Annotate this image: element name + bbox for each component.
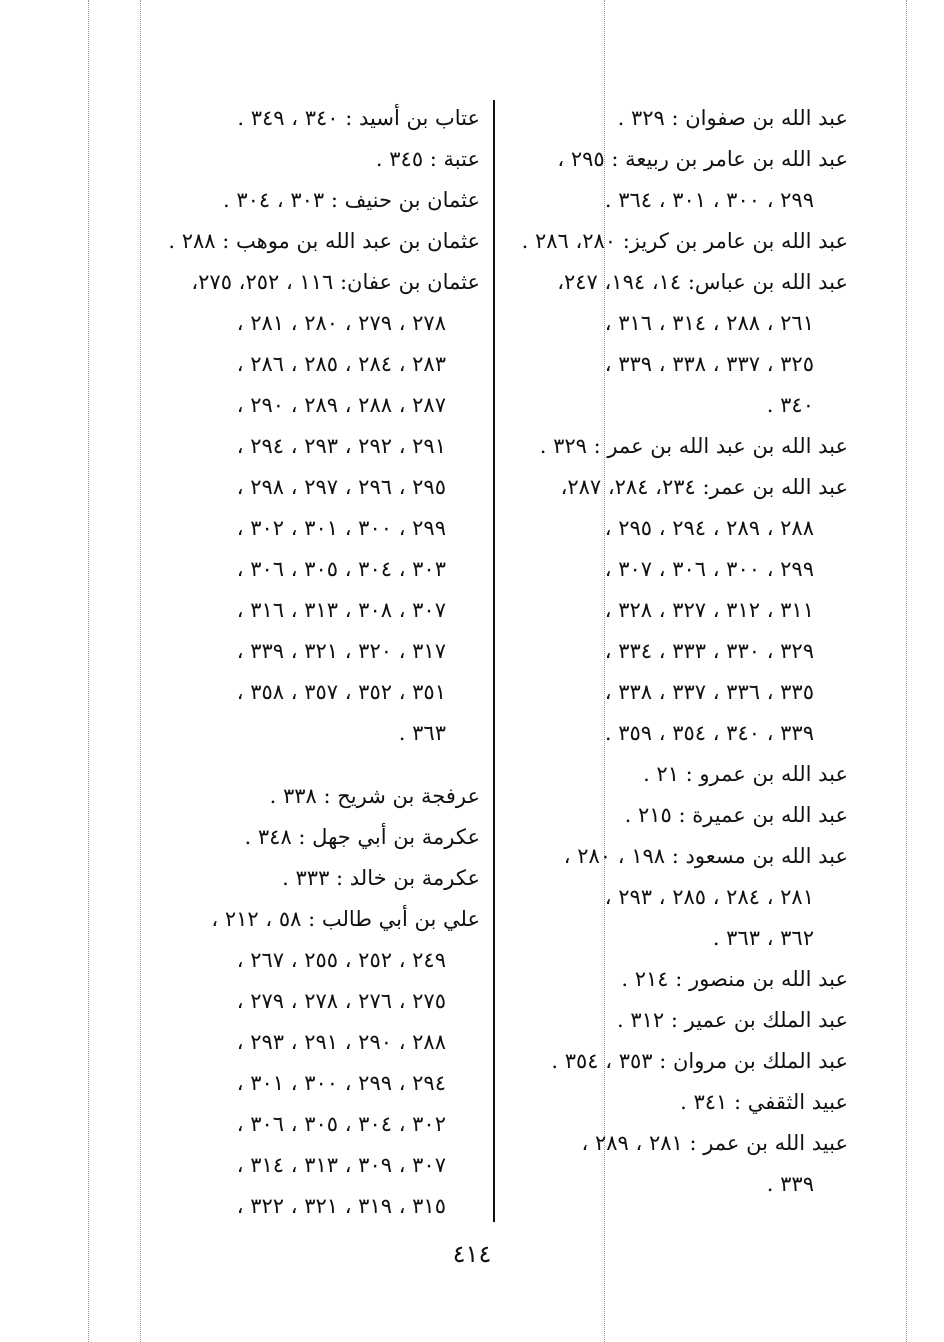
index-entry-continuation: ٢٤٩ ، ٢٥٢ ، ٢٥٥ ، ٢٦٧ ، bbox=[236, 948, 446, 972]
index-entry: عبيد الله بن عمر : ٢٨١ ، ٢٨٩ ، bbox=[581, 1131, 848, 1155]
index-entry-continuation: ٣١١ ، ٣١٢ ، ٣٢٧ ، ٣٢٨ ، bbox=[604, 598, 814, 622]
index-entry-continuation: ٢٧٨ ، ٢٧٩ ، ٢٨٠ ، ٢٨١ ، bbox=[236, 311, 446, 335]
index-entry-continuation: ٢٨٧ ، ٢٨٨ ، ٢٨٩ ، ٢٩٠ ، bbox=[236, 393, 446, 417]
index-entry-continuation: ٢٨٨ ، ٢٩٠ ، ٢٩١ ، ٢٩٣ ، bbox=[236, 1030, 446, 1054]
index-entry-continuation: ٢٩٩ ، ٣٠٠ ، ٣٠١ ، ٣٠٢ ، bbox=[236, 516, 446, 540]
index-entry-continuation: ٢٩٤ ، ٢٩٩ ، ٣٠٠ ، ٣٠١ ، bbox=[236, 1071, 446, 1095]
index-entry: عبد الله بن عمرو : ٢١ . bbox=[643, 762, 848, 786]
index-entry-continuation: ٣٣٩ . bbox=[766, 1172, 814, 1196]
index-entry-continuation: ٢٩٥ ، ٢٩٦ ، ٢٩٧ ، ٢٩٨ ، bbox=[236, 475, 446, 499]
index-entry: عثمان بن عبد الله بن موهب : ٢٨٨ . bbox=[168, 229, 480, 253]
index-entry: عرفجة بن شريح : ٣٣٨ . bbox=[269, 784, 480, 808]
index-entry: عكرمة بن خالد : ٣٣٣ . bbox=[282, 866, 480, 890]
index-entry: عبد الله بن عمر: ٢٣٤، ٢٨٤، ٢٨٧، bbox=[560, 475, 848, 499]
index-entry: عبد الله بن عباس: ١٤، ١٩٤، ٢٤٧، bbox=[557, 270, 848, 294]
index-entry: عتبة : ٣٤٥ . bbox=[375, 147, 480, 171]
index-entry-continuation: ٣٠٢ ، ٣٠٤ ، ٣٠٥ ، ٣٠٦ ، bbox=[236, 1112, 446, 1136]
index-entry: عبد الملك بن مروان : ٣٥٣ ، ٣٥٤ . bbox=[551, 1049, 848, 1073]
index-entry-continuation: ٣٣٩ ، ٣٤٠ ، ٣٥٤ ، ٣٥٩ . bbox=[604, 721, 814, 745]
index-entry: عبد الله بن مسعود : ١٩٨ ، ٢٨٠ ، bbox=[563, 844, 848, 868]
index-entry: عبد الله بن عامر بن كريز: ٢٨٠، ٢٨٦ . bbox=[521, 229, 848, 253]
index-entry-continuation: ٣٦٣ . bbox=[398, 721, 446, 745]
index-entry-continuation: ٢٨٣ ، ٢٨٤ ، ٢٨٥ ، ٢٨٦ ، bbox=[236, 352, 446, 376]
index-entry-continuation: ٣١٥ ، ٣١٩ ، ٣٢١ ، ٣٢٢ ، bbox=[236, 1194, 446, 1218]
index-entry-continuation: ٣٢٥ ، ٣٣٧ ، ٣٣٨ ، ٣٣٩ ، bbox=[604, 352, 814, 376]
index-entry: عبيد الثقفي : ٣٤١ . bbox=[680, 1090, 848, 1114]
index-entry-continuation: ٣١٧ ، ٣٢٠ ، ٣٢١ ، ٣٣٩ ، bbox=[236, 639, 446, 663]
index-entry: عثمان بن عفان: ١١٦ ، ٢٥٢، ٢٧٥، bbox=[191, 270, 480, 294]
index-entry-continuation: ٣٢٩ ، ٣٣٠ ، ٣٣٣ ، ٣٣٤ ، bbox=[604, 639, 814, 663]
index-entry: عتاب بن أسيد : ٣٤٠ ، ٣٤٩ . bbox=[237, 106, 480, 130]
page-number: ٤١٤ bbox=[452, 1240, 492, 1268]
index-column-right bbox=[510, 98, 848, 1205]
index-column-left bbox=[125, 98, 480, 1227]
index-entry-continuation: ٢٨١ ، ٢٨٤ ، ٢٨٥ ، ٢٩٣ ، bbox=[604, 885, 814, 909]
index-entry: عبد الله بن عامر بن ربيعة : ٢٩٥ ، bbox=[557, 147, 848, 171]
index-entry-continuation: ٣٦٢ ، ٣٦٣ . bbox=[712, 926, 814, 950]
scan-edge-dots bbox=[906, 0, 907, 1342]
index-entry-continuation: ٢٩١ ، ٢٩٢ ، ٢٩٣ ، ٢٩٤ ، bbox=[236, 434, 446, 458]
index-entry-continuation: ٣٠٧ ، ٣٠٨ ، ٣١٣ ، ٣١٦ ، bbox=[236, 598, 446, 622]
index-entry: عثمان بن حنيف : ٣٠٣ ، ٣٠٤ . bbox=[222, 188, 480, 212]
index-entry: عبد الله بن عميرة : ٢١٥ . bbox=[624, 803, 848, 827]
index-entry-continuation: ٢٩٩ ، ٣٠٠ ، ٣٠٦ ، ٣٠٧ ، bbox=[604, 557, 814, 581]
index-entry-continuation: ٣٠٣ ، ٣٠٤ ، ٣٠٥ ، ٣٠٦ ، bbox=[236, 557, 446, 581]
index-entry-continuation: ٣٣٥ ، ٣٣٦ ، ٣٣٧ ، ٣٣٨ ، bbox=[604, 680, 814, 704]
index-entry-continuation: ٣٠٧ ، ٣٠٩ ، ٣١٣ ، ٣١٤ ، bbox=[236, 1153, 446, 1177]
index-entry: عبد الله بن منصور : ٢١٤ . bbox=[621, 967, 848, 991]
index-entry-continuation: ٣٥١ ، ٣٥٢ ، ٣٥٧ ، ٣٥٨ ، bbox=[236, 680, 446, 704]
index-entry: علي بن أبي طالب : ٥٨ ، ٢١٢ ، bbox=[211, 907, 480, 931]
column-divider bbox=[493, 100, 495, 1222]
index-entry: عبد الملك بن عمير : ٣١٢ . bbox=[617, 1008, 848, 1032]
scan-edge-dots bbox=[88, 0, 89, 1342]
index-entry-continuation: ٢٨٨ ، ٢٨٩ ، ٢٩٤ ، ٢٩٥ ، bbox=[604, 516, 814, 540]
index-entry-continuation: ٣٤٠ . bbox=[766, 393, 814, 417]
index-spacer bbox=[125, 754, 480, 776]
index-entry-continuation: ٢٩٩ ، ٣٠٠ ، ٣٠١ ، ٣٦٤ . bbox=[604, 188, 814, 212]
index-entry: عبد الله بن عبد الله بن عمر : ٣٢٩ . bbox=[539, 434, 848, 458]
index-entry: عبد الله بن صفوان : ٣٢٩ . bbox=[617, 106, 848, 130]
index-entry: عكرمة بن أبي جهل : ٣٤٨ . bbox=[244, 825, 480, 849]
index-entry-continuation: ٢٦١ ، ٢٨٨ ، ٣١٤ ، ٣١٦ ، bbox=[604, 311, 814, 335]
index-entry-continuation: ٢٧٥ ، ٢٧٦ ، ٢٧٨ ، ٢٧٩ ، bbox=[236, 989, 446, 1013]
